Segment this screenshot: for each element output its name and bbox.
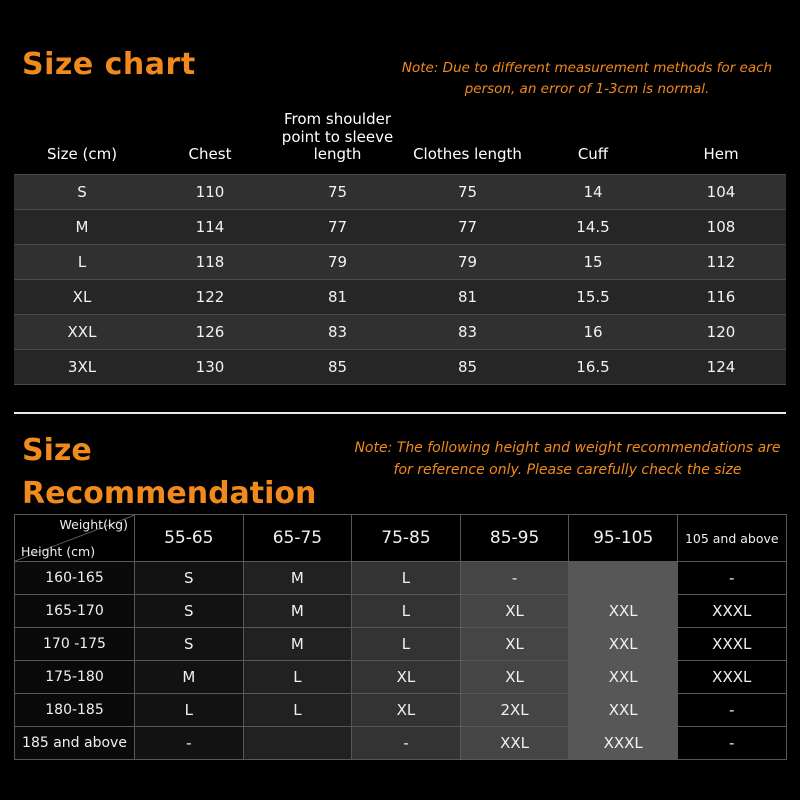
size-chart-note: Note: Due to different measurement methods for each person, an error of 1-3cm is normal.: [401, 60, 773, 97]
table-row: [15, 628, 787, 661]
size-recommendation-note: Note: The following height and weight recommendations are for reference only. Please carefully check the size: [354, 440, 781, 479]
height-label-cell: 165-170: [15, 595, 135, 628]
rec-cell: XXL: [460, 727, 569, 760]
cell-hem: 108: [656, 210, 786, 245]
table-row: [14, 245, 786, 280]
height-label-cell: 160-165: [15, 562, 135, 595]
cell-cuff: 16: [530, 315, 656, 350]
size-chart-title: Size chart: [22, 47, 196, 82]
rec-cell: L: [352, 628, 461, 661]
cell-sleeve: 75: [270, 175, 405, 210]
col-header-hem: Hem: [656, 108, 786, 175]
cell-chest: 130: [150, 350, 270, 385]
height-label-cell: 180-185: [15, 694, 135, 727]
cell-sleeve: 83: [270, 315, 405, 350]
col-header-clothes-length: Clothes length: [405, 108, 530, 175]
cell-chest: 122: [150, 280, 270, 315]
col-header-sleeve: From shoulder point to sleeve length: [270, 108, 405, 175]
rec-cell: L: [243, 694, 352, 727]
axis-corner-cell: [15, 515, 135, 562]
rec-cell: -: [677, 694, 786, 727]
rec-cell: -: [352, 727, 461, 760]
section-divider: [14, 412, 786, 414]
weight-axis-label: Weight(kg): [59, 517, 128, 532]
weight-header-2: 65-75: [243, 515, 352, 562]
rec-cell: XL: [460, 661, 569, 694]
cell-chest: 118: [150, 245, 270, 280]
rec-cell: M: [243, 562, 352, 595]
rec-cell: XXL: [569, 595, 678, 628]
cell-sleeve: 77: [270, 210, 405, 245]
cell-sleeve: 81: [270, 280, 405, 315]
cell-clothes-length: 81: [405, 280, 530, 315]
cell-size: M: [14, 210, 150, 245]
col-header-cuff: Cuff: [530, 108, 656, 175]
table-row: [15, 727, 787, 760]
height-axis-label: Height (cm): [21, 544, 96, 559]
rec-cell: XXXL: [677, 628, 786, 661]
rec-cell: L: [352, 562, 461, 595]
cell-size: XXL: [14, 315, 150, 350]
rec-cell: S: [135, 562, 244, 595]
weight-header-4: 85-95: [460, 515, 569, 562]
table-row: [15, 562, 787, 595]
cell-chest: 110: [150, 175, 270, 210]
rec-cell: XL: [352, 694, 461, 727]
cell-cuff: 15: [530, 245, 656, 280]
rec-cell: -: [677, 727, 786, 760]
weight-header-5: 95-105: [569, 515, 678, 562]
cell-hem: 120: [656, 315, 786, 350]
rec-cell: M: [243, 628, 352, 661]
cell-size: 3XL: [14, 350, 150, 385]
table-row: [15, 595, 787, 628]
rec-cell: S: [135, 628, 244, 661]
cell-clothes-length: 79: [405, 245, 530, 280]
table-row: [14, 175, 786, 210]
cell-size: L: [14, 245, 150, 280]
rec-cell: XXXL: [569, 727, 678, 760]
table-row: [14, 350, 786, 385]
table-header-row: [15, 515, 787, 562]
cell-cuff: 16.5: [530, 350, 656, 385]
cell-size: XL: [14, 280, 150, 315]
rec-cell: -: [460, 562, 569, 595]
rec-cell: L: [243, 661, 352, 694]
rec-cell: L: [352, 595, 461, 628]
size-recommendation-title: Size Recommendation: [22, 433, 317, 511]
rec-cell: -: [677, 562, 786, 595]
cell-size: S: [14, 175, 150, 210]
rec-cell: XXL: [569, 628, 678, 661]
table-row: [14, 315, 786, 350]
rec-cell: 2XL: [460, 694, 569, 727]
height-label-cell: 170 -175: [15, 628, 135, 661]
rec-cell: S: [135, 595, 244, 628]
weight-header-1: 55-65: [135, 515, 244, 562]
table-row: [15, 661, 787, 694]
rec-cell: M: [243, 595, 352, 628]
cell-sleeve: 79: [270, 245, 405, 280]
table-header-row: [14, 108, 786, 175]
rec-cell: XXXL: [677, 661, 786, 694]
cell-hem: 116: [656, 280, 786, 315]
size-recommendation-table-wrap: [14, 514, 786, 760]
table-row: [14, 280, 786, 315]
cell-hem: 124: [656, 350, 786, 385]
cell-hem: 112: [656, 245, 786, 280]
cell-hem: 104: [656, 175, 786, 210]
cell-clothes-length: 85: [405, 350, 530, 385]
rec-cell: XXL: [569, 694, 678, 727]
height-label-cell: 175-180: [15, 661, 135, 694]
table-row: [15, 694, 787, 727]
weight-header-6: 105 and above: [677, 515, 786, 562]
rec-cell: M: [135, 661, 244, 694]
col-header-size: Size (cm): [14, 108, 150, 175]
rec-cell: [569, 562, 678, 595]
rec-cell: XXL: [569, 661, 678, 694]
rec-cell: XXXL: [677, 595, 786, 628]
cell-clothes-length: 83: [405, 315, 530, 350]
rec-cell: [243, 727, 352, 760]
rec-cell: XL: [460, 595, 569, 628]
cell-sleeve: 85: [270, 350, 405, 385]
rec-cell: XL: [352, 661, 461, 694]
cell-chest: 114: [150, 210, 270, 245]
cell-chest: 126: [150, 315, 270, 350]
height-label-cell: 185 and above: [15, 727, 135, 760]
size-chart-table: [14, 108, 786, 385]
rec-cell: -: [135, 727, 244, 760]
rec-cell: XL: [460, 628, 569, 661]
cell-clothes-length: 75: [405, 175, 530, 210]
cell-cuff: 15.5: [530, 280, 656, 315]
cell-cuff: 14.5: [530, 210, 656, 245]
table-row: [14, 210, 786, 245]
size-recommendation-table: [14, 514, 787, 760]
cell-clothes-length: 77: [405, 210, 530, 245]
col-header-chest: Chest: [150, 108, 270, 175]
cell-cuff: 14: [530, 175, 656, 210]
size-chart-table-wrap: [14, 108, 786, 385]
rec-cell: L: [135, 694, 244, 727]
weight-header-3: 75-85: [352, 515, 461, 562]
